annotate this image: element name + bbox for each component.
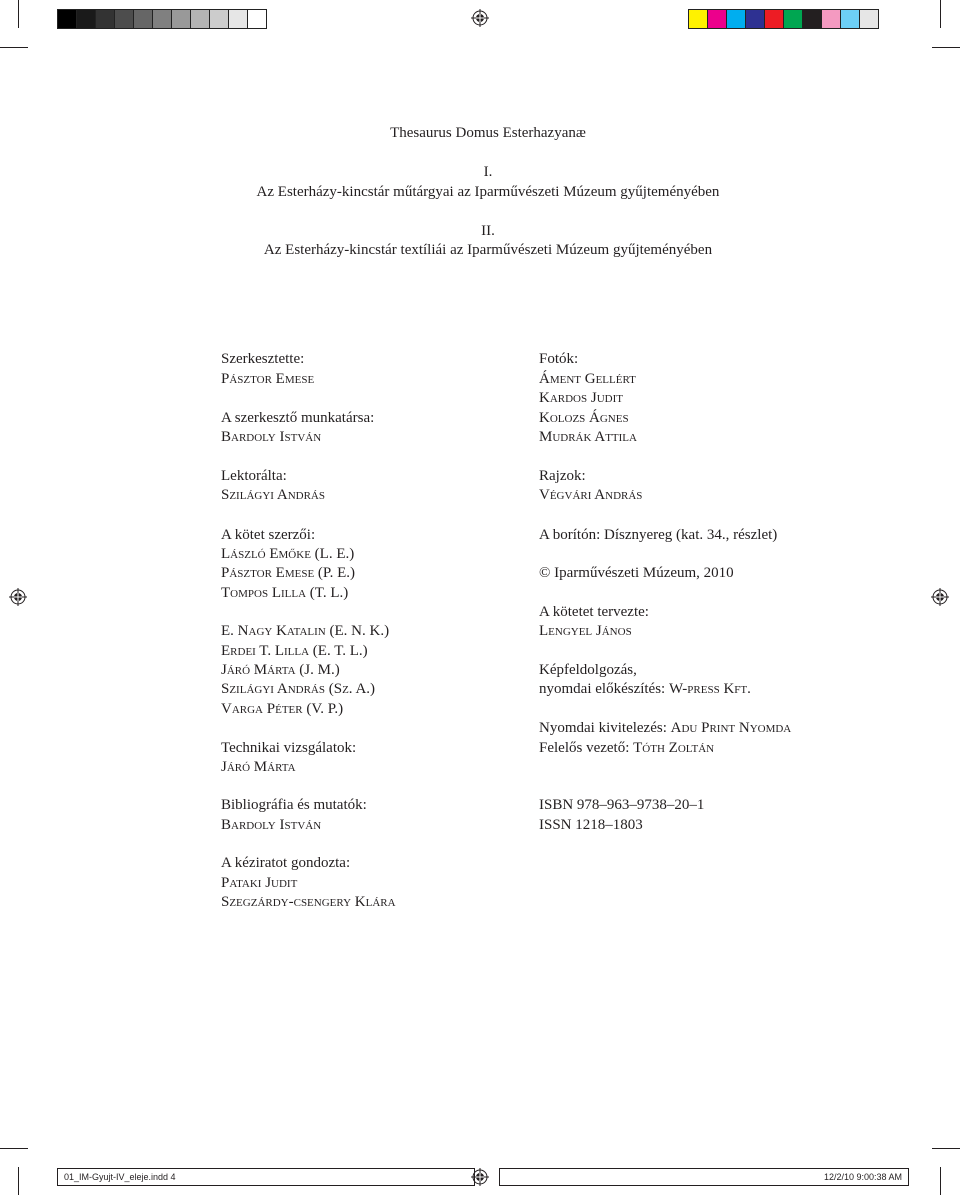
crop-mark-bottom-right-h <box>932 1148 960 1149</box>
manager-label: Felelős vezető: <box>539 740 630 756</box>
photographer-name: Kolozs Ágnes <box>539 410 629 426</box>
slug-datetime: 12/2/10 9:00:38 AM <box>499 1168 909 1186</box>
photographer-name: Kardos Judit <box>539 390 623 406</box>
author-entry: Tompos Lilla (T. L.) <box>221 585 349 601</box>
drawings-label: Rajzok: <box>539 468 586 484</box>
process-color-swatch-3 <box>727 10 746 28</box>
manager-name: Tóth Zoltán <box>633 740 715 756</box>
registration-mark-top-icon <box>471 9 489 27</box>
grayscale-swatch-7 <box>172 10 191 28</box>
manager-line <box>539 739 714 758</box>
grayscale-swatch-9 <box>210 10 229 28</box>
prepress-line <box>539 680 751 699</box>
assistant-editor-label: A szerkesztő munkatársa: <box>221 410 375 426</box>
registration-mark-right-icon <box>931 588 949 606</box>
bibliography-label: Bibliográfia és mutatók: <box>221 797 367 813</box>
crop-mark-top-right-v <box>940 0 941 28</box>
designer-name: Lengyel János <box>539 623 632 639</box>
technical-name: Járó Márta <box>221 759 296 775</box>
process-color-swatch-1 <box>689 10 708 28</box>
grayscale-swatch-1 <box>58 10 77 28</box>
authors-label: A kötet szerzői: <box>221 527 316 543</box>
crop-mark-bottom-right-v <box>940 1167 941 1195</box>
bibliography-name: Bardoly István <box>221 817 322 833</box>
process-color-swatch-5 <box>765 10 784 28</box>
editor-label: Szerkesztette: <box>221 351 305 367</box>
process-color-swatch-9 <box>841 10 860 28</box>
printing-label: Nyomdai kivitelezés: <box>539 720 667 736</box>
author-entry: Erdei T. Lilla (E. T. L.) <box>221 643 368 659</box>
grayscale-swatch-2 <box>77 10 96 28</box>
volume-2-number: II. <box>481 223 495 239</box>
author-entry: László Emőke (L. E.) <box>221 546 355 562</box>
author-entry: Pásztor Emese (P. E.) <box>221 565 356 581</box>
volume-1-title: Az Esterházy-kincstár műtárgyai az Iparművészeti Múzeum gyűjteményében <box>256 184 720 200</box>
photos-label: Fotók: <box>539 351 579 367</box>
process-color-swatch-4 <box>746 10 765 28</box>
printing-name: Adu Print Nyomda <box>670 720 792 736</box>
volume-2-title: Az Esterházy-kincstár textíliái az Iparművészeti Múzeum gyűjteményében <box>263 242 713 258</box>
slug-filename: 01_IM-Gyujt-IV_eleje.indd 4 <box>57 1168 475 1186</box>
manuscript-name: Pataki Judit <box>221 875 298 891</box>
manuscript-label: A kéziratot gondozta: <box>221 855 351 871</box>
designer-label: A kötetet tervezte: <box>539 604 649 620</box>
issn: ISSN 1218–1803 <box>539 817 643 833</box>
reviewer-name: Szilágyi András <box>221 487 325 503</box>
grayscale-swatch-11 <box>248 10 266 28</box>
grayscale-swatch-10 <box>229 10 248 28</box>
cover-caption: A borítón: Dísznyereg (kat. 34., részlet) <box>539 527 778 543</box>
prepress-name: W-press Kft. <box>668 681 751 697</box>
grayscale-color-bar <box>57 9 267 29</box>
author-entry: Szilágyi András (Sz. A.) <box>221 681 376 697</box>
copyright-notice: © Iparművészeti Múzeum, 2010 <box>539 565 734 581</box>
series-title: Thesaurus Domus Esterhazyanæ <box>390 125 586 141</box>
process-color-swatch-6 <box>784 10 803 28</box>
editor-name: Pásztor Emese <box>221 371 315 387</box>
process-color-swatch-8 <box>822 10 841 28</box>
crop-mark-bottom-left-h <box>0 1148 28 1149</box>
registration-mark-left-icon <box>9 588 27 606</box>
prepress-sublabel: nyomdai előkészítés: <box>539 681 666 697</box>
process-color-swatch-10 <box>860 10 878 28</box>
photographer-name: Mudrák Attila <box>539 429 637 445</box>
photographer-name: Áment Gellért <box>539 371 636 387</box>
grayscale-swatch-8 <box>191 10 210 28</box>
prepress-label: Képfeldolgozás, <box>539 662 637 678</box>
grayscale-swatch-3 <box>96 10 115 28</box>
crop-mark-top-left-v <box>18 0 19 28</box>
grayscale-swatch-5 <box>134 10 153 28</box>
volume-1-number: I. <box>483 164 493 180</box>
crop-mark-bottom-left-v <box>18 1167 19 1195</box>
isbn: ISBN 978–963–9738–20–1 <box>539 797 705 813</box>
crop-mark-top-right-h <box>932 47 960 48</box>
manuscript-name: Szegzárdy-csengery Klára <box>221 894 396 910</box>
process-color-bar <box>688 9 879 29</box>
process-color-swatch-2 <box>708 10 727 28</box>
reviewer-label: Lektorálta: <box>221 468 287 484</box>
drawings-name: Végvári András <box>539 487 643 503</box>
author-entry: E. Nagy Katalin (E. N. K.) <box>221 623 390 639</box>
printing-line <box>539 719 791 738</box>
crop-mark-top-left-h <box>0 47 28 48</box>
assistant-editor-name: Bardoly István <box>221 429 322 445</box>
process-color-swatch-7 <box>803 10 822 28</box>
technical-label: Technikai vizsgálatok: <box>221 740 357 756</box>
author-entry: Varga Péter (V. P.) <box>221 701 344 717</box>
grayscale-swatch-6 <box>153 10 172 28</box>
grayscale-swatch-4 <box>115 10 134 28</box>
author-entry: Járó Márta (J. M.) <box>221 662 340 678</box>
